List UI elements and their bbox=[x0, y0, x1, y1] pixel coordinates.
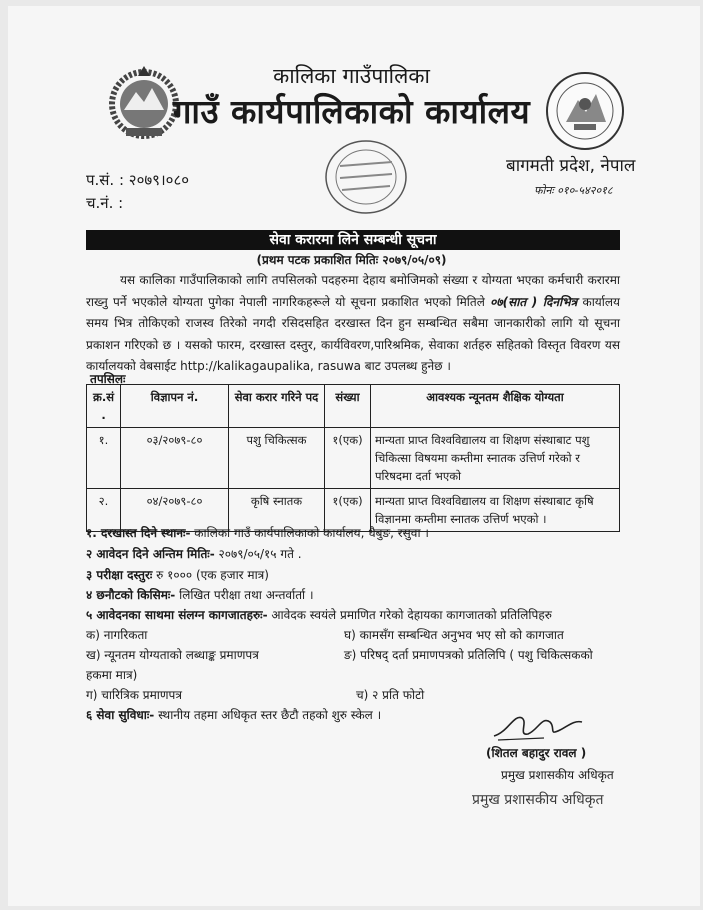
table-cell: २. bbox=[87, 489, 121, 532]
notice-publish-date: (प्रथम पटक प्रकाशित मितिः २०७९/०५/०९) bbox=[256, 253, 447, 267]
item-value: लिखित परीक्षा तथा अन्तर्वार्ता । bbox=[175, 588, 314, 602]
document-item: च) २ प्रति फोटो bbox=[356, 688, 425, 702]
column-header: संख्या bbox=[325, 385, 371, 428]
item-label: ६ सेवा सुविधाः- bbox=[86, 708, 155, 722]
table-cell: पशु चिकित्सक bbox=[229, 428, 325, 489]
application-deadline bbox=[86, 545, 302, 563]
required-documents bbox=[86, 606, 552, 624]
item-label: ३ परीक्षा दस्तुरः bbox=[86, 568, 153, 582]
item-label: ४ छनौटको किसिमः- bbox=[86, 588, 176, 602]
notice-heading: सेवा करारमा लिने सम्बन्धी सूचना bbox=[86, 230, 620, 250]
phone-number: फोनः ०१०-५४२०१८ bbox=[534, 184, 613, 197]
column-header: सेवा करार गरिने पद bbox=[229, 385, 325, 428]
notice-body bbox=[86, 270, 620, 378]
signature-mark bbox=[488, 708, 588, 744]
table-cell: १(एक) bbox=[325, 428, 371, 489]
table-cell: ०४/२०७९-८० bbox=[121, 489, 229, 532]
notice-days: ०७(सात ) दिनभित्र bbox=[490, 294, 578, 309]
signatory-stamp: प्रमुख प्रशासकीय अधिकृत bbox=[472, 792, 604, 808]
office-stamp bbox=[316, 132, 416, 222]
selection-method bbox=[86, 586, 314, 604]
column-header: क्र.सं . bbox=[87, 385, 121, 428]
item-label: २ आवेदन दिने अन्तिम मितिः- bbox=[86, 547, 215, 561]
column-header: आवश्यक न्यूनतम शैक्षिक योग्यता bbox=[371, 385, 620, 428]
table-cell: मान्यता प्राप्त विश्वविद्यालय वा शिक्षण संस्थाबाट पशु चिकित्सा विषयमा कम्तीमा स्नातक उत्तिर्ण गरेको र परिषदमा दर्ता भएको bbox=[371, 428, 620, 489]
dispatch-number: च.नं. : bbox=[86, 194, 124, 212]
document-item: ग) चारित्रिक प्रमाणपत्र bbox=[86, 688, 182, 702]
column-header: विज्ञापन नं. bbox=[121, 385, 229, 428]
signatory-name: (शितल बहादुर रावल ) bbox=[486, 746, 587, 760]
item-label: १. दरखास्त दिने स्थानः- bbox=[86, 526, 191, 540]
service-facility bbox=[86, 706, 381, 724]
document-item: घ) कामसँग सम्बन्धित अनुभव भए सो को कागजात bbox=[344, 628, 564, 642]
province-address: बागमती प्रदेश, नेपाल bbox=[506, 156, 636, 176]
table-cell: कृषि स्नातक bbox=[229, 489, 325, 532]
document-item: ख) न्यूनतम योग्यताको लब्धाङ्क प्रमाणपत्र bbox=[86, 648, 259, 662]
office-title: गाउँ कार्यपालिकाको कार्यालय bbox=[172, 92, 531, 131]
table-cell: ०३/२०७९-८० bbox=[121, 428, 229, 489]
document-item: हकमा मात्र) bbox=[86, 668, 138, 682]
table-cell: मान्यता प्राप्त विश्वविद्यालय वा शिक्षण संस्थाबाट कृषि विज्ञानमा कम्तीमा स्नातक उत्तिर्ण भएको । bbox=[371, 489, 620, 532]
notice-body-text-cont: कार्यालय समय भित्र तोकिएको राजस्व तिरेको नगदी रसिदसहित दरखास्त दिन हुन सम्बन्धित सबैमा जानकारीको लागि यो सूचना प्रकाशन गरिएको छ । यसको फारम, दरखास्त दस्तुर, कार्यविवरण,पारिश्रमिक, सेवाका शर्तहरु सहितको विस्तृत विवरण यस कार्यालयको वेबसाईट http://kalikagaupalika, rasuwa बाट उपलब्ध हुनेछ । bbox=[86, 294, 620, 373]
vacancy-table bbox=[86, 384, 620, 532]
item-label: ५ आवेदनका साथमा संलग्न कागजातहरुः- bbox=[86, 608, 268, 622]
exam-fee bbox=[86, 566, 269, 584]
document-item: क) नागरिकता bbox=[86, 628, 148, 642]
table-row bbox=[87, 428, 620, 489]
table-cell: १. bbox=[87, 428, 121, 489]
table-cell: १(एक) bbox=[325, 489, 371, 532]
item-value: स्थानीय तहमा अधिकृत स्तर छैटौ तहको शुरु स्केल । bbox=[154, 708, 382, 722]
office-name: कालिका गाउँपालिका bbox=[273, 64, 430, 88]
item-value: रु १००० (एक हजार मात्र) bbox=[152, 568, 269, 582]
reference-number: प.सं. : २०७९।०८० bbox=[86, 171, 190, 189]
details-label: तपसिलः bbox=[90, 372, 126, 386]
table-header-row bbox=[87, 385, 620, 428]
signatory-title: प्रमुख प्रशासकीय अधिकृत bbox=[501, 768, 614, 782]
item-value: २०७९/०५/१५ गते . bbox=[214, 547, 302, 561]
item-value: कालिका गाउँ कार्यपालिकाको कार्यालय, धैबुङ, रसुवा । bbox=[190, 526, 429, 540]
application-place bbox=[86, 524, 429, 542]
document-item: ङ) परिषद् दर्ता प्रमाणपत्रको प्रतिलिपि ( पशु चिकित्सकको bbox=[344, 648, 593, 662]
notice-body-text: यस कालिका गाउँपालिकाको लागि तपसिलको पदहरुमा देहाय बमोजिमको संख्या र योग्यता भएका कर्मचारी करारमा राख्नु पर्ने भएकोले योग्यता पुगेका नेपाली नागरिकहरूले यो सूचना प्रकाशित भएको मितिले bbox=[86, 273, 620, 309]
item-value: आवेदक स्वयंले प्रमाणित गरेको देहायका कागजातको प्रतिलिपिहरु bbox=[267, 608, 552, 622]
